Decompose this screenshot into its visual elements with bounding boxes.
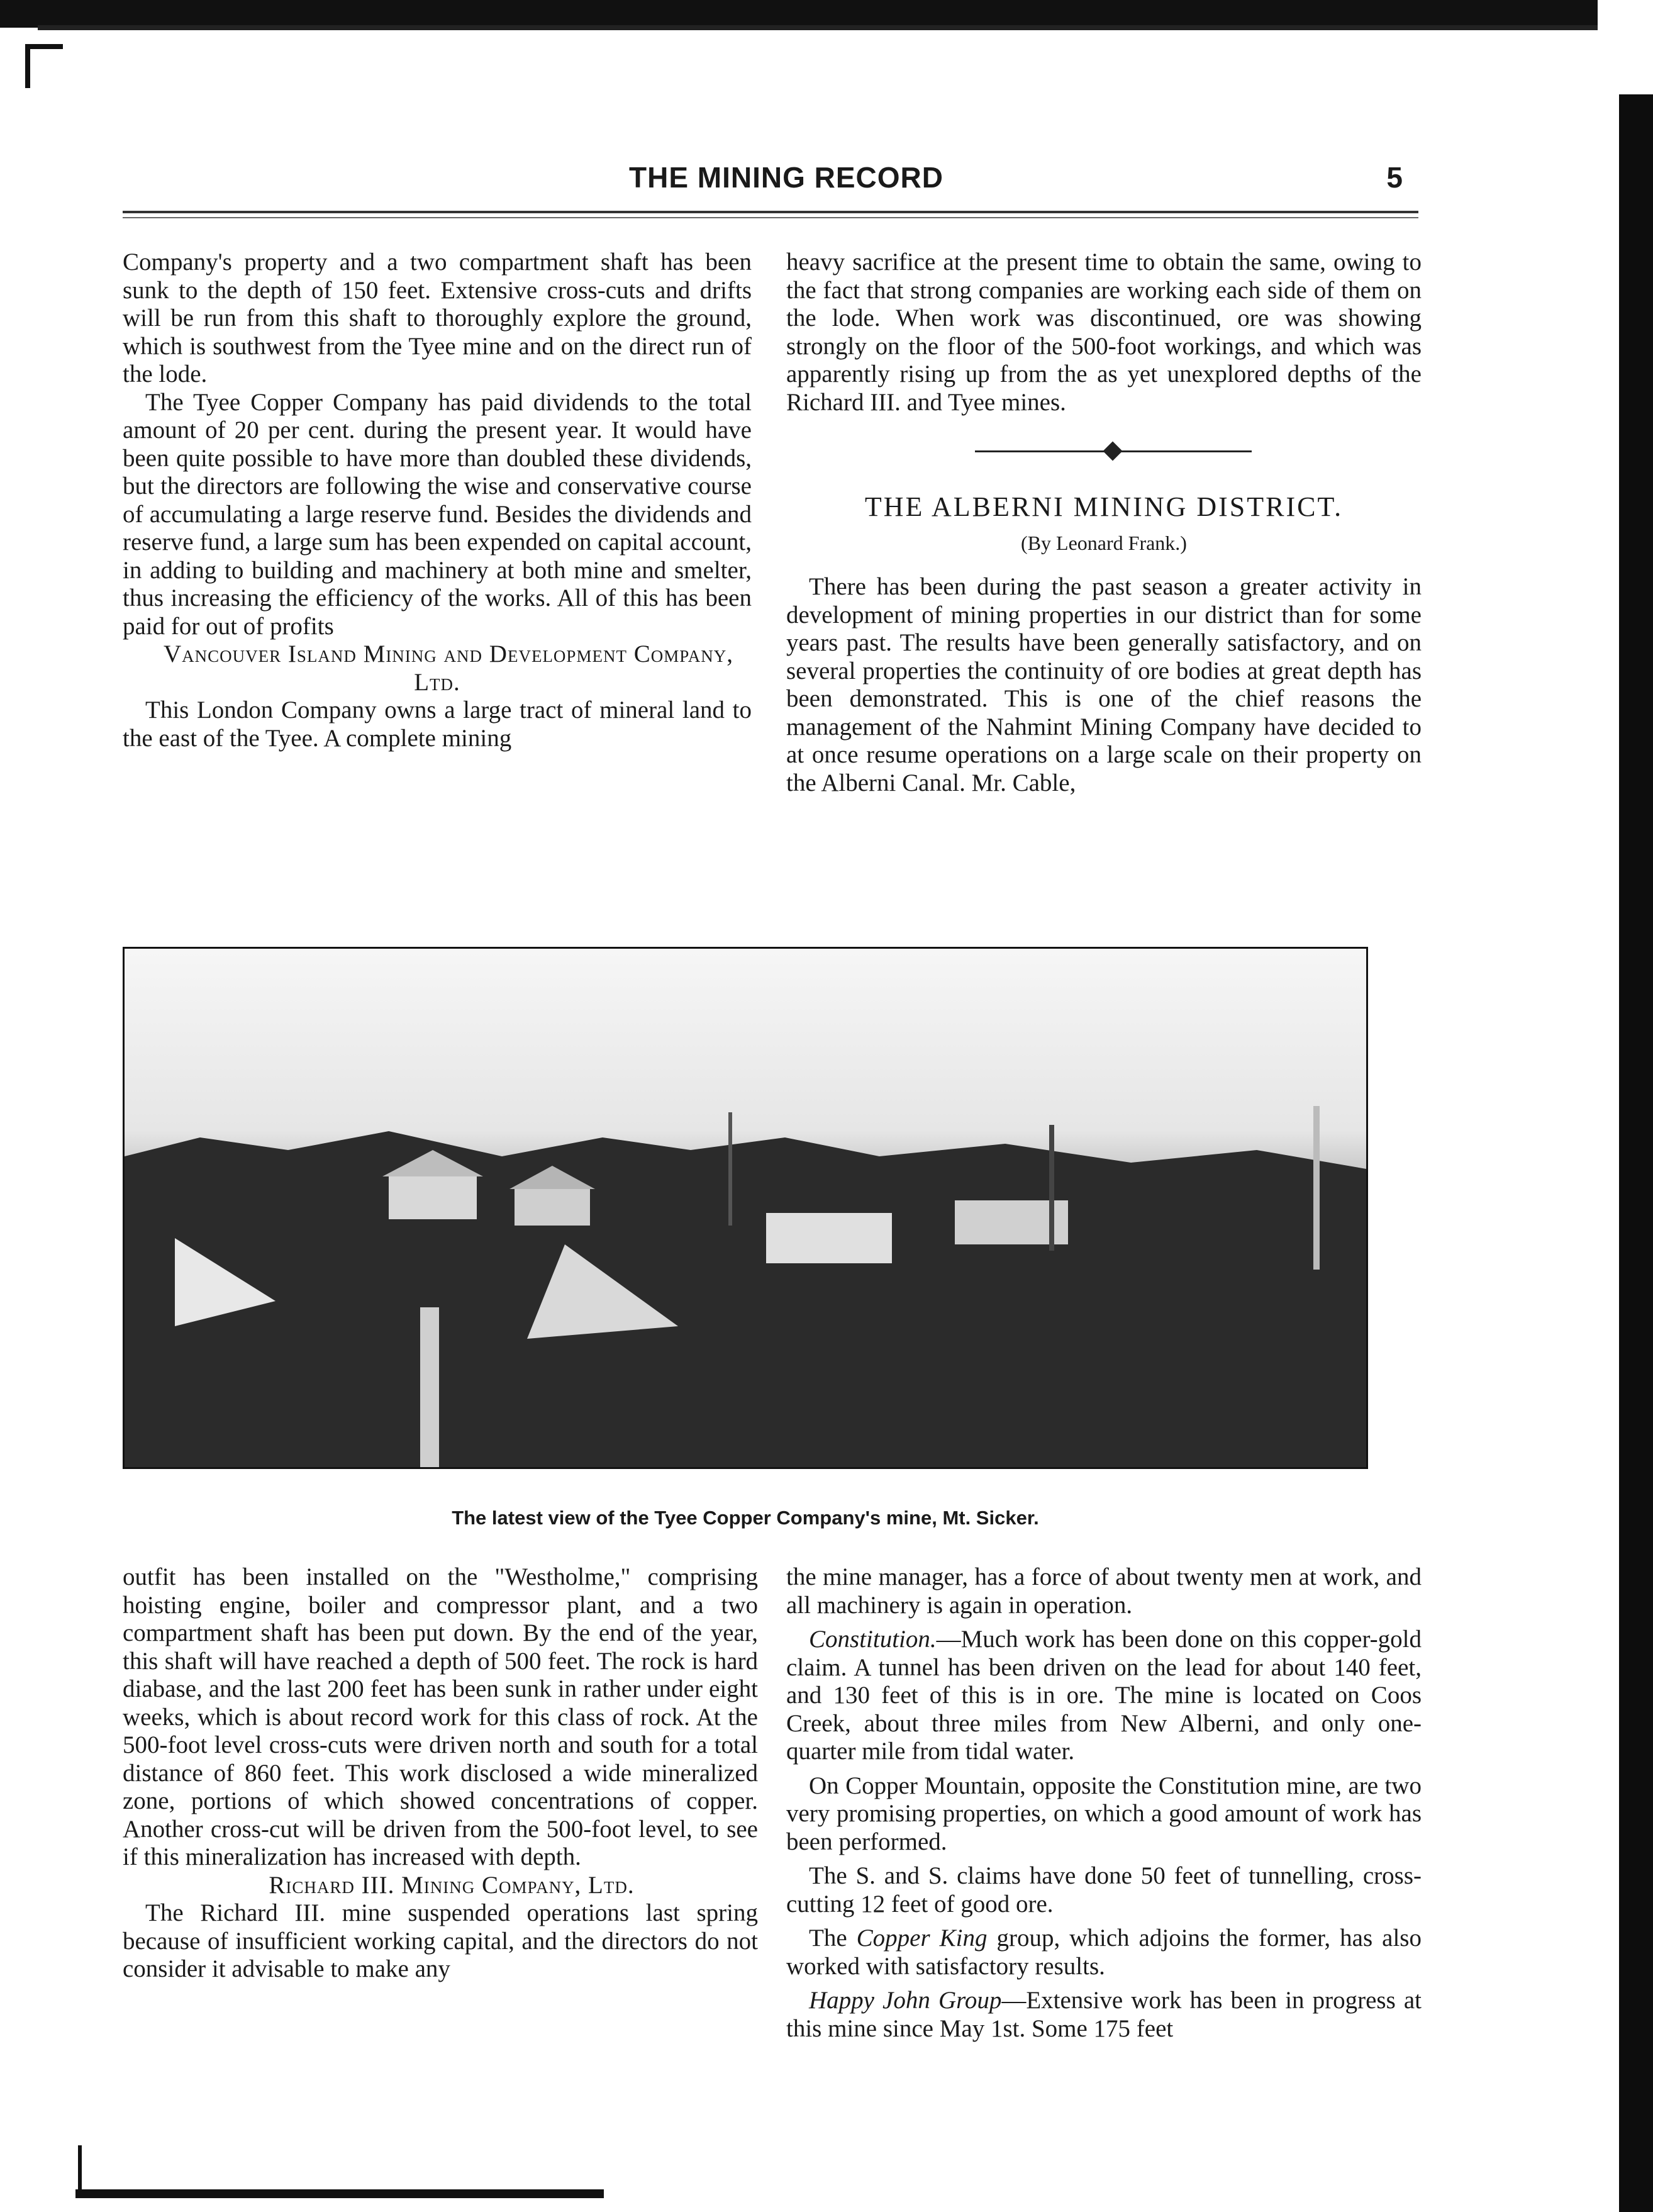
photo-caption: The latest view of the Tyee Copper Company's mine, Mt. Sicker. <box>452 1507 1039 1529</box>
running-title: THE MINING RECORD <box>629 161 943 194</box>
claim-name: Happy John Group <box>809 1987 1002 2014</box>
scan-top-border <box>0 0 1598 28</box>
scan-top-border-shadow <box>38 25 1598 30</box>
upper-right-column <box>786 249 1422 797</box>
paragraph-text: The <box>809 1924 857 1952</box>
claim-name: Constitution. <box>809 1626 937 1653</box>
section-divider <box>786 433 1422 471</box>
section-heading: Vancouver Island Mining and Development Company, Ltd. <box>163 640 733 696</box>
paragraph-constitution <box>786 1626 1422 1766</box>
paragraph-text: —Extensive work has been in progress at this mine since May 1st. Some 175 feet <box>786 1987 1422 2042</box>
lower-left-column <box>123 1563 758 1984</box>
header-rule-thin <box>123 217 1418 218</box>
paragraph-text: —Much work has been done on this copper-gold claim. A tunnel has been driven on the lead for about 140 feet, and 130 feet of this is in ore. The mine is located on Coos Creek, about three miles from New Alberni, and only one-quarter mile from tidal water. <box>786 1626 1422 1765</box>
paragraph: The Richard III. mine suspended operations last spring because of insufficient working capital, and the directors do not consider it advisable to make any <box>123 1899 758 1982</box>
upper-left-column <box>123 249 752 752</box>
scan-right-border <box>1619 94 1653 2212</box>
paragraph: the mine manager, has a force of about twenty men at work, and all machinery is again in operation. <box>786 1563 1422 1619</box>
paragraph: outfit has been installed on the "Westholme," comprising hoisting engine, boiler and compressor plant, and a two compartment shaft has been put down. By the end of the year, this shaft will have reached a depth of 500 feet. The rock is hard diabase, and the last 200 feet has been sunk in rather under eight weeks, which is about record work for this class of rock. At the 500-foot level cross-cuts were driven north and south for a total distance of 860 feet. This work disclosed a wide mineralized zone, portions of which showed concentrations of copper. Another cross-cut will be driven from the 500-foot level, to see if this mineralization has increased with depth. <box>123 1563 758 1870</box>
mine-photograph <box>123 947 1368 1469</box>
page-number: 5 <box>1386 161 1403 194</box>
header-rule <box>123 211 1418 213</box>
paragraph-copper-king <box>786 1924 1422 1980</box>
scan-corner-mark <box>25 44 63 88</box>
paragraph: This London Company owns a large tract of mineral land to the east of the Tyee. A complete mining <box>123 696 752 752</box>
section-title: THE ALBERNI MINING DISTRICT. <box>864 491 1344 522</box>
divider-ornament <box>1103 441 1122 461</box>
claim-name: Copper King <box>856 1924 988 1952</box>
paragraph-text: group, which adjoins the former, has also worked with satisfactory results. <box>786 1924 1422 1980</box>
lower-right-column <box>786 1563 1422 2043</box>
scan-bottom-border <box>75 2189 604 2198</box>
byline: (By Leonard Frank.) <box>1021 531 1187 554</box>
paragraph: Company's property and a two compartment shaft has been sunk to the depth of 150 feet. Extensive cross-cuts and drifts will be run from this shaft to thoroughly explore the ground, which is southwest from the Tyee mine and on the direct run of the lode. <box>123 249 752 388</box>
paragraph: The S. and S. claims have done 50 feet of tunnelling, cross-cutting 12 feet of good ore. <box>786 1862 1422 1918</box>
paragraph: heavy sacrifice at the present time to obtain the same, owing to the fact that strong companies are working each side of them on the lode. When work was discontinued, ore was showing strongly on the floor of the 500-foot workings, and which was apparently rising up from the as yet unexplored depths of the Richard III. and Tyee mines. <box>786 249 1422 416</box>
section-heading: Richard III. Mining Company, Ltd. <box>269 1871 635 1899</box>
paragraph: On Copper Mountain, opposite the Constitution mine, are two very promising properties, on which a good amount of work has been performed. <box>786 1772 1422 1855</box>
photo-illustration <box>125 949 1366 1467</box>
paragraph: There has been during the past season a greater activity in development of mining properties in our district than for some years past. The results have been generally satisfactory, and on several properties the continuity of ore bodies at great depth has been demonstrated. This is one of the chief reasons the management of the Nahmint Mining Company have decided to at once resume operations on a large scale on their property on the Alberni Canal. Mr. Cable, <box>786 573 1422 796</box>
paragraph-happy-john <box>786 1987 1422 2043</box>
scan-bottom-mark <box>57 2145 82 2189</box>
paragraph: The Tyee Copper Company has paid dividends to the total amount of 20 per cent. during the present year. It would have been quite possible to have more than doubled these dividends, but the directors are following the wise and conservative course of accumulating a large reserve fund. Besides the dividends and reserve fund, a large sum has been expended on capital account, in adding to building and machinery at both mine and smelter, thus increasing the efficiency of the works. All of this has been paid for out of profits <box>123 388 752 640</box>
